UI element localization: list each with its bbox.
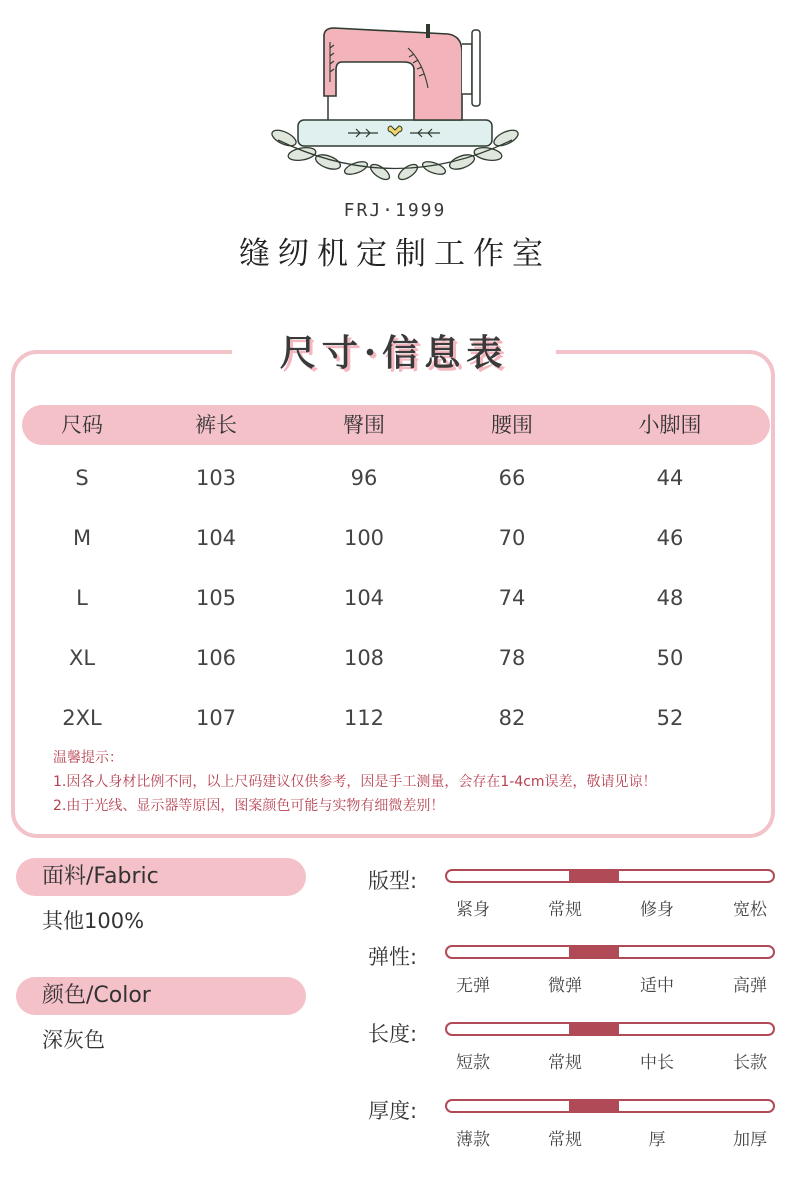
header-pants-length: 裤长 xyxy=(195,413,237,437)
note-line: 1.因各人身材比例不同，以上尺码建议仅供参考，因是手工测量，会存在1-4cm误差，敬请见谅！ xyxy=(53,774,657,790)
cell-size: M xyxy=(72,526,92,550)
cell-size: 2XL xyxy=(62,706,102,730)
fit-scale-indicator xyxy=(569,871,619,881)
notes-heading: 温馨提示： xyxy=(53,750,123,766)
elasticity-label: 弹性: xyxy=(368,945,418,969)
cell-waist: 66 xyxy=(498,466,526,490)
cell-pants-length: 104 xyxy=(195,526,237,550)
header-size: 尺码 xyxy=(61,413,103,437)
thickness-option: 加厚 xyxy=(733,1130,767,1150)
fit-option: 修身 xyxy=(640,900,674,920)
elasticity-option: 微弹 xyxy=(548,976,582,996)
cell-ankle: 46 xyxy=(656,526,684,550)
cell-hip: 104 xyxy=(343,586,385,610)
size-notes xyxy=(53,746,657,818)
length-scale-bar xyxy=(445,1022,775,1036)
fit-option: 常规 xyxy=(548,900,582,920)
header-ankle: 小脚围 xyxy=(638,413,702,437)
color-value: 深灰色 xyxy=(42,1028,105,1052)
thickness-option: 薄款 xyxy=(456,1130,490,1150)
length-scale-indicator xyxy=(569,1024,619,1034)
table-row xyxy=(0,703,790,733)
thickness-option: 厚 xyxy=(648,1130,666,1150)
elasticity-scale-indicator xyxy=(569,947,619,957)
thickness-label: 厚度: xyxy=(368,1099,418,1123)
length-option: 长款 xyxy=(733,1053,767,1073)
elasticity-option: 高弹 xyxy=(733,976,767,996)
header-hip: 臀围 xyxy=(343,413,385,437)
cell-ankle: 44 xyxy=(656,466,684,490)
elasticity-scale-bar xyxy=(445,945,775,959)
elasticity-option: 适中 xyxy=(640,976,674,996)
brand-title: 缝纫机定制工作室 xyxy=(239,236,551,272)
cell-waist: 70 xyxy=(498,526,526,550)
cell-size: S xyxy=(75,466,89,490)
note-line: 2.由于光线、显示器等原因，图案颜色可能与实物有细微差别！ xyxy=(53,798,445,814)
color-label: 颜色/Color xyxy=(16,977,306,1015)
cell-hip: 100 xyxy=(343,526,385,550)
thickness-option: 常规 xyxy=(548,1130,582,1150)
fit-label: 版型: xyxy=(368,869,418,893)
fit-scale-bar xyxy=(445,869,775,883)
cell-hip: 112 xyxy=(343,706,385,730)
table-row xyxy=(0,643,790,673)
brand-subtitle: FRJ·1999 xyxy=(343,200,447,221)
size-table-title: 尺寸·信息表 xyxy=(232,322,556,384)
length-option: 常规 xyxy=(548,1053,582,1073)
length-option: 中长 xyxy=(640,1053,674,1073)
cell-ankle: 52 xyxy=(656,706,684,730)
length-label: 长度: xyxy=(368,1022,418,1046)
fit-option: 宽松 xyxy=(733,900,767,920)
cell-pants-length: 107 xyxy=(195,706,237,730)
fit-option: 紧身 xyxy=(456,900,490,920)
cell-pants-length: 103 xyxy=(195,466,237,490)
table-row xyxy=(0,463,790,493)
cell-pants-length: 105 xyxy=(195,586,237,610)
cell-hip: 96 xyxy=(350,466,378,490)
cell-waist: 78 xyxy=(498,646,526,670)
cell-size: XL xyxy=(68,646,96,670)
header-waist: 腰围 xyxy=(491,413,533,437)
sewing-machine-logo xyxy=(258,22,532,197)
cell-size: L xyxy=(76,586,88,610)
cell-waist: 74 xyxy=(498,586,526,610)
size-table-header xyxy=(22,405,770,445)
cell-ankle: 50 xyxy=(656,646,684,670)
fabric-value: 其他100% xyxy=(42,909,145,933)
table-row xyxy=(0,523,790,553)
cell-waist: 82 xyxy=(498,706,526,730)
elasticity-option: 无弹 xyxy=(456,976,490,996)
length-option: 短款 xyxy=(456,1053,490,1073)
cell-ankle: 48 xyxy=(656,586,684,610)
thickness-scale-bar xyxy=(445,1099,775,1113)
thickness-scale-indicator xyxy=(569,1101,619,1111)
cell-pants-length: 106 xyxy=(195,646,237,670)
cell-hip: 108 xyxy=(343,646,385,670)
fabric-label: 面料/Fabric xyxy=(16,858,306,896)
table-row xyxy=(0,583,790,613)
